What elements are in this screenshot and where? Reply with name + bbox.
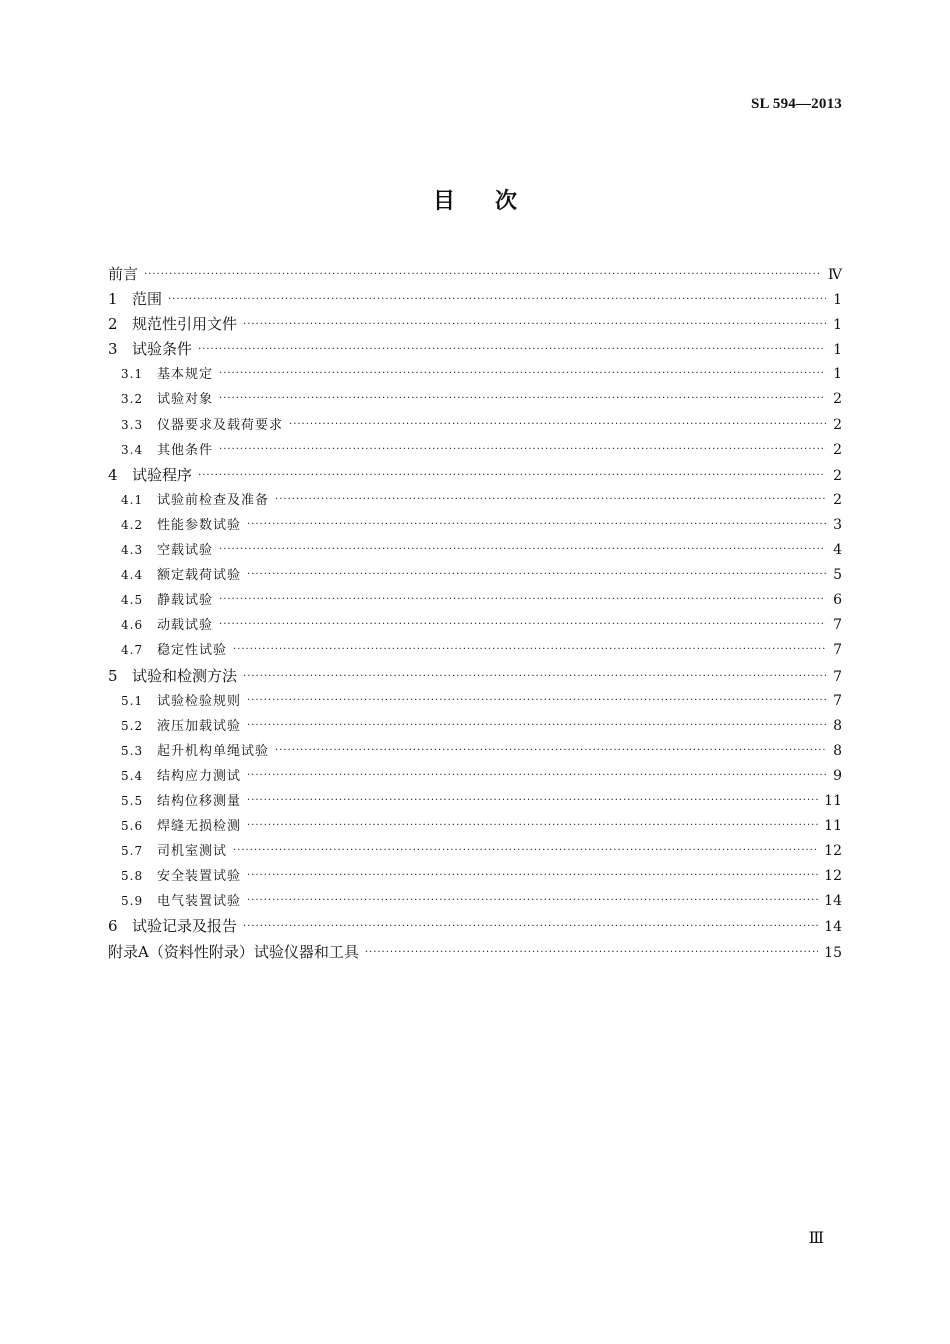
toc-entry-number: 4.7 bbox=[121, 643, 144, 658]
toc-entry-number: 3.1 bbox=[121, 367, 144, 382]
toc-entry-number: 1 bbox=[108, 290, 118, 309]
toc-dot-leader bbox=[247, 713, 826, 738]
toc-entry-page: 2 bbox=[833, 391, 842, 408]
toc-entry-page: 2 bbox=[833, 441, 842, 458]
toc-entry-label: 结构应力测试 bbox=[157, 768, 242, 784]
toc-entry-page: 12 bbox=[824, 868, 842, 885]
toc-entry-number: 5 bbox=[108, 666, 118, 685]
toc-dot-leader bbox=[219, 386, 826, 411]
toc-entry-page: Ⅳ bbox=[828, 267, 842, 283]
toc-entry-label: 范围 bbox=[132, 290, 163, 309]
toc-entry-label: 试验条件 bbox=[132, 340, 193, 359]
toc-entry[interactable] bbox=[108, 814, 842, 839]
toc-entry-number: 3.2 bbox=[121, 392, 144, 407]
toc-entry[interactable] bbox=[108, 337, 842, 362]
toc-entry[interactable] bbox=[108, 312, 842, 337]
toc-entry-page: 7 bbox=[833, 617, 842, 634]
page-title: 目次 bbox=[432, 189, 557, 214]
toc-entry-label: 结构位移测量 bbox=[157, 793, 242, 809]
toc-entry-page: 1 bbox=[833, 366, 842, 383]
toc-entry-page: 2 bbox=[833, 467, 842, 484]
toc-dot-leader bbox=[233, 637, 826, 662]
toc-entry-page: 9 bbox=[833, 767, 842, 784]
toc-entry-label: 性能参数试验 bbox=[157, 517, 242, 533]
toc-entry-page: 3 bbox=[833, 516, 842, 533]
toc-entry[interactable] bbox=[108, 287, 842, 312]
toc-dot-leader bbox=[247, 863, 818, 888]
toc-entry-page: 11 bbox=[824, 792, 842, 809]
toc-dot-leader bbox=[243, 312, 826, 337]
toc-entry-page: 1 bbox=[833, 292, 842, 309]
toc-entry[interactable] bbox=[108, 940, 842, 965]
toc-entry-label: 试验检验规则 bbox=[157, 693, 242, 709]
toc-entry-number: 5.3 bbox=[121, 743, 144, 758]
toc-entry-number: 3.3 bbox=[121, 417, 144, 432]
toc-entry-number: 4.4 bbox=[121, 568, 144, 583]
toc-entry-page: 2 bbox=[833, 491, 842, 508]
toc-entry[interactable] bbox=[108, 638, 842, 663]
toc-dot-leader bbox=[247, 688, 826, 713]
toc-entry-page: 5 bbox=[833, 567, 842, 584]
toc-entry-number: 4.6 bbox=[121, 618, 144, 633]
toc-entry-number: 3.4 bbox=[121, 442, 144, 457]
toc-entry-number: 4.5 bbox=[121, 593, 144, 608]
toc-entry-number: 2 bbox=[108, 315, 118, 334]
toc-entry[interactable] bbox=[108, 914, 842, 939]
toc-entry-label: 规范性引用文件 bbox=[132, 315, 238, 334]
toc-dot-leader bbox=[243, 664, 826, 689]
toc-entry[interactable] bbox=[108, 889, 842, 914]
toc-dot-leader bbox=[219, 437, 826, 462]
toc-entry-label: 试验对象 bbox=[157, 392, 214, 408]
toc-entry-page: 7 bbox=[833, 668, 842, 685]
toc-entry-label: 附录A（资料性附录）试验仪器和工具 bbox=[108, 942, 359, 961]
toc-dot-leader bbox=[247, 813, 818, 838]
toc-entry-page: 11 bbox=[824, 818, 842, 835]
toc-entry[interactable] bbox=[108, 789, 842, 814]
toc-entry-label: 稳定性试验 bbox=[157, 643, 228, 659]
toc-entry[interactable] bbox=[108, 387, 842, 412]
toc-entry-label: 仪器要求及载荷要求 bbox=[157, 417, 284, 433]
toc-entry-page: 15 bbox=[824, 944, 842, 961]
toc-entry[interactable] bbox=[108, 689, 842, 714]
toc-dot-leader bbox=[144, 262, 822, 287]
toc-entry-label: 静载试验 bbox=[157, 593, 214, 609]
toc-entry-page: 7 bbox=[833, 692, 842, 709]
toc-entry[interactable] bbox=[108, 262, 842, 287]
toc-entry-label: 安全装置试验 bbox=[157, 869, 242, 885]
toc-entry-page: 2 bbox=[833, 416, 842, 433]
toc-entry[interactable] bbox=[108, 864, 842, 889]
toc-entry-number: 5.6 bbox=[121, 819, 144, 834]
page-number: Ⅲ bbox=[808, 1230, 824, 1247]
toc-dot-leader bbox=[168, 287, 826, 312]
toc-entry-label: 液压加载试验 bbox=[157, 718, 242, 734]
toc-entry[interactable] bbox=[108, 588, 842, 613]
toc-entry-page: 6 bbox=[833, 592, 842, 609]
toc-entry-number: 5.5 bbox=[121, 793, 144, 808]
toc-entry-label: 试验前检查及准备 bbox=[157, 492, 270, 508]
toc-entry[interactable] bbox=[108, 463, 842, 488]
toc-dot-leader bbox=[219, 361, 826, 386]
toc-entry[interactable] bbox=[108, 839, 842, 864]
toc-entry-label: 试验程序 bbox=[132, 465, 193, 484]
toc-entry-number: 4.3 bbox=[121, 543, 144, 558]
toc-dot-leader bbox=[219, 587, 826, 612]
toc-dot-leader bbox=[289, 412, 826, 437]
toc-entry-number: 4.1 bbox=[121, 492, 144, 507]
toc-entry-label: 电气装置试验 bbox=[157, 894, 242, 910]
toc-dot-leader bbox=[219, 537, 826, 562]
toc-entry[interactable] bbox=[108, 764, 842, 789]
toc-dot-leader bbox=[198, 463, 826, 488]
toc-entry[interactable] bbox=[108, 538, 842, 563]
toc-entry-label: 焊缝无损检测 bbox=[157, 819, 242, 835]
toc-entry-number: 3 bbox=[108, 340, 118, 359]
standard-code: SL 594—2013 bbox=[751, 96, 842, 112]
table-of-contents bbox=[108, 262, 842, 965]
toc-dot-leader bbox=[243, 914, 818, 939]
toc-entry-page: 14 bbox=[824, 893, 842, 910]
toc-dot-leader bbox=[247, 788, 818, 813]
toc-entry-number: 4.2 bbox=[121, 517, 144, 532]
toc-entry-page: 12 bbox=[824, 843, 842, 860]
toc-entry-number: 5.4 bbox=[121, 768, 144, 783]
toc-dot-leader bbox=[365, 940, 818, 965]
toc-dot-leader bbox=[247, 562, 826, 587]
toc-entry[interactable] bbox=[108, 438, 842, 463]
toc-entry-page: 8 bbox=[833, 742, 842, 759]
toc-entry[interactable] bbox=[108, 714, 842, 739]
toc-entry[interactable] bbox=[108, 488, 842, 513]
toc-entry-number: 5.8 bbox=[121, 869, 144, 884]
toc-entry-label: 额定载荷试验 bbox=[157, 568, 242, 584]
toc-entry-label: 起升机构单绳试验 bbox=[157, 743, 270, 759]
toc-entry-label: 试验记录及报告 bbox=[132, 917, 238, 936]
toc-entry-number: 5.7 bbox=[121, 844, 144, 859]
toc-dot-leader bbox=[198, 337, 826, 362]
toc-entry-number: 6 bbox=[108, 917, 118, 936]
toc-entry[interactable] bbox=[108, 739, 842, 764]
toc-entry-page: 7 bbox=[833, 642, 842, 659]
toc-entry[interactable] bbox=[108, 563, 842, 588]
toc-entry-page: 8 bbox=[833, 717, 842, 734]
toc-entry-label: 其他条件 bbox=[157, 442, 214, 458]
toc-entry[interactable] bbox=[108, 664, 842, 689]
toc-entry[interactable] bbox=[108, 513, 842, 538]
toc-entry-label: 空载试验 bbox=[157, 543, 214, 559]
toc-entry-label: 动载试验 bbox=[157, 618, 214, 634]
toc-entry-label: 试验和检测方法 bbox=[132, 666, 238, 685]
toc-dot-leader bbox=[247, 763, 826, 788]
toc-entry[interactable] bbox=[108, 613, 842, 638]
toc-dot-leader bbox=[247, 888, 818, 913]
toc-entry-label: 基本规定 bbox=[157, 367, 214, 383]
toc-dot-leader bbox=[247, 512, 826, 537]
toc-dot-leader bbox=[275, 487, 826, 512]
toc-entry[interactable] bbox=[108, 413, 842, 438]
toc-entry-page: 1 bbox=[833, 342, 842, 359]
toc-entry-label: 前言 bbox=[108, 265, 139, 283]
toc-entry[interactable] bbox=[108, 362, 842, 387]
toc-entry-label: 司机室测试 bbox=[157, 844, 228, 860]
toc-entry-number: 5.1 bbox=[121, 693, 144, 708]
toc-entry-page: 1 bbox=[833, 317, 842, 334]
toc-dot-leader bbox=[275, 738, 826, 763]
toc-entry-number: 5.9 bbox=[121, 894, 144, 909]
toc-entry-number: 4 bbox=[108, 465, 118, 484]
toc-entry-page: 14 bbox=[824, 919, 842, 936]
toc-dot-leader bbox=[233, 838, 818, 863]
toc-dot-leader bbox=[219, 612, 826, 637]
toc-entry-page: 4 bbox=[833, 542, 842, 559]
toc-entry-number: 5.2 bbox=[121, 718, 144, 733]
